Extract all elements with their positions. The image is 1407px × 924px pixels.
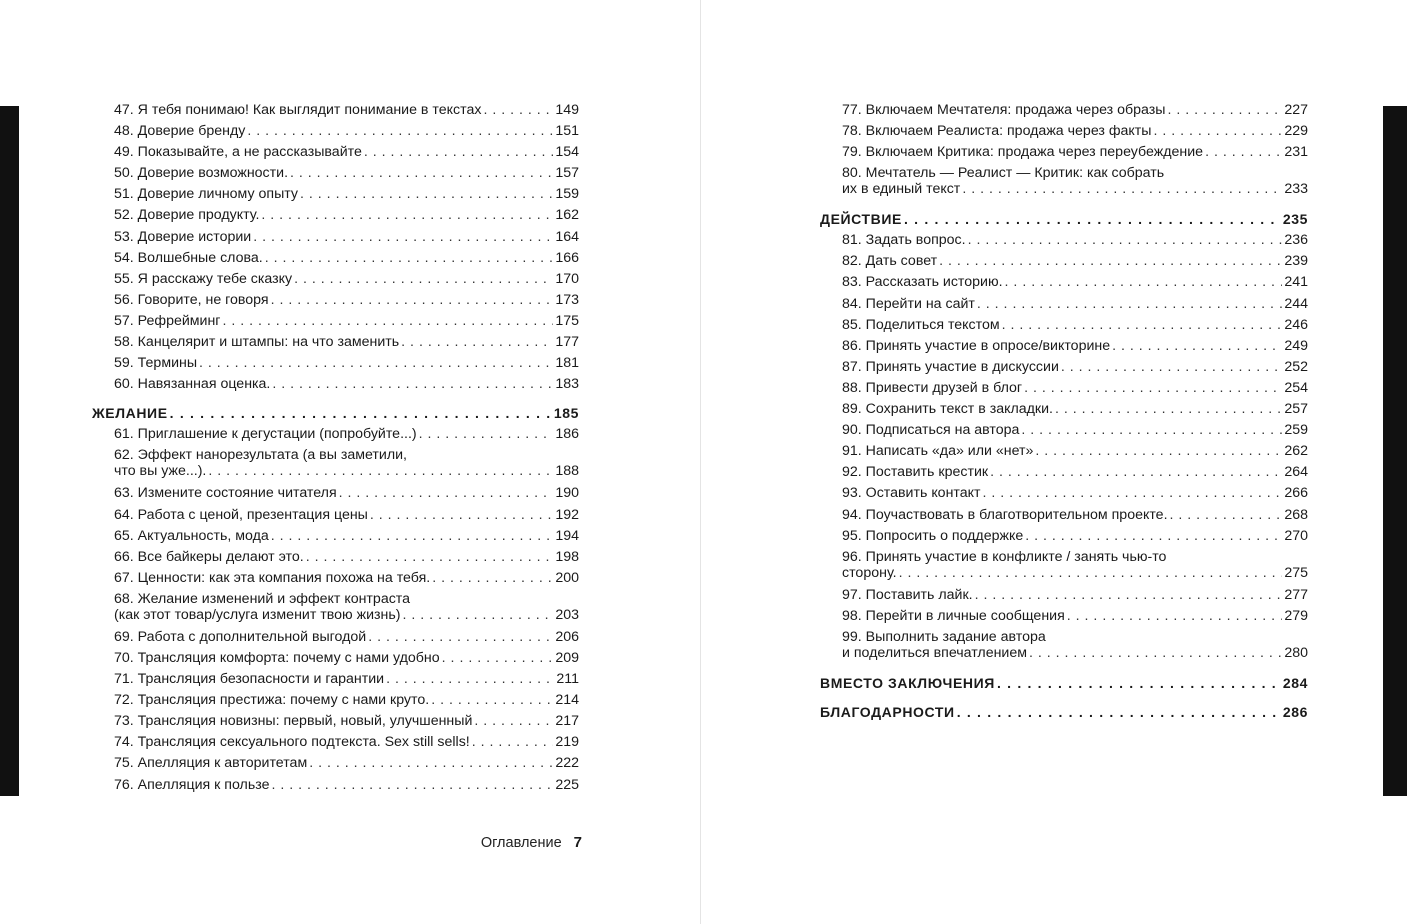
dot-leader [990, 462, 1282, 483]
toc-entry-row [114, 775, 579, 796]
toc-entry[interactable] [820, 142, 1308, 163]
toc-entry-row [842, 357, 1308, 378]
toc-entry[interactable] [820, 230, 1308, 251]
toc-page-number: 185 [553, 405, 579, 422]
toc-entry[interactable] [92, 627, 579, 648]
dot-leader [472, 732, 554, 753]
toc-list-right [820, 100, 1308, 723]
toc-entry-row [114, 753, 579, 774]
dot-leader [290, 163, 553, 184]
toc-page-number: 177 [555, 334, 579, 351]
toc-entry-row [114, 568, 579, 589]
toc-entry-row [114, 483, 579, 504]
toc-page-number: 203 [555, 606, 579, 623]
toc-entry-title: 61. Приглашение к дегустации (попробуйте...) [114, 426, 417, 443]
toc-page-number: 183 [555, 376, 579, 393]
toc-entry-title: 50. Доверие возможности. [114, 165, 289, 182]
toc-entry-row [842, 315, 1308, 336]
dot-leader [1005, 272, 1283, 293]
toc-entry-row [842, 585, 1308, 606]
page-footer [470, 834, 582, 851]
toc-entry[interactable] [92, 205, 579, 226]
toc-section-title: ВМЕСТО ЗАКЛЮЧЕНИЯ [820, 674, 995, 691]
toc-entry-row [842, 606, 1308, 627]
dot-leader [265, 248, 554, 269]
toc-page-number: 192 [555, 506, 579, 523]
toc-entry-row [820, 209, 1308, 230]
toc-entry-title: 78. Включаем Реалиста: продажа через факты [842, 123, 1152, 140]
toc-entry-row [114, 505, 579, 526]
dot-leader [1021, 420, 1282, 441]
toc-entry[interactable] [820, 336, 1308, 357]
toc-entry-row [114, 332, 579, 353]
dot-leader [1002, 315, 1283, 336]
toc-entry[interactable] [92, 483, 579, 504]
dot-leader [1035, 441, 1282, 462]
toc-page-number: 259 [1284, 422, 1308, 439]
toc-entry-title: 87. Принять участие в дискуссии [842, 358, 1059, 375]
toc-entry-title: 60. Навязанная оценка. [114, 376, 271, 393]
toc-entry[interactable] [820, 378, 1308, 399]
toc-entry-title: 72. Трансляция престижа: почему с нами круто. [114, 692, 430, 709]
toc-entry-row [114, 248, 579, 269]
toc-page-number: 236 [1284, 232, 1308, 249]
dot-leader [370, 505, 553, 526]
dot-leader [1205, 142, 1282, 163]
dot-leader [199, 353, 553, 374]
toc-list-left [92, 100, 579, 796]
toc-entry-title-line: 96. Принять участие в конфликте / занять чью-то [842, 548, 1167, 565]
toc-entry-row [842, 336, 1308, 357]
toc-entry[interactable] [92, 100, 579, 121]
dot-leader [962, 181, 1282, 198]
toc-entry-title: 92. Поставить крестик [842, 464, 989, 481]
toc-entry[interactable] [820, 505, 1308, 526]
dot-leader [364, 142, 553, 163]
toc-entry-title: 57. Рефрейминг [114, 312, 221, 329]
toc-entry-row [842, 251, 1308, 272]
toc-entry-title: 48. Доверие бренду [114, 123, 246, 140]
toc-entry-row [842, 272, 1308, 293]
toc-entry-row [114, 424, 579, 445]
toc-entry-row [842, 230, 1308, 251]
dot-leader [1112, 336, 1282, 357]
toc-entry[interactable] [92, 424, 579, 445]
toc-entry-row [114, 690, 579, 711]
toc-entry[interactable] [92, 648, 579, 669]
dot-leader [904, 209, 1281, 230]
toc-page-number: 188 [555, 463, 579, 480]
toc-entry-title: 85. Поделиться текстом [842, 316, 1000, 333]
toc-entry-row [114, 547, 579, 568]
toc-entry-title: 67. Ценности: как эта компания похожа на тебя. [114, 569, 431, 586]
toc-entry-row [842, 100, 1308, 121]
toc-entry-row [114, 163, 579, 184]
toc-page-number: 235 [1282, 211, 1308, 228]
toc-page-number: 270 [1284, 527, 1308, 544]
toc-entry[interactable] [820, 585, 1308, 606]
toc-page-number: 227 [1284, 102, 1308, 118]
toc-entry-title: 79. Включаем Критика: продажа через переубеждение [842, 144, 1204, 161]
dot-leader [247, 121, 553, 142]
toc-entry-title: 65. Актуальность, мода [114, 527, 269, 544]
dot-leader [170, 403, 552, 424]
toc-entry-title-line: 99. Выполнить задание автора [842, 628, 1046, 645]
toc-entry-title: 49. Показывайте, а не рассказывайте [114, 144, 362, 161]
dot-leader [432, 568, 553, 589]
toc-entry-row [842, 399, 1308, 420]
toc-entry-title: 86. Принять участие в опросе/викторине [842, 337, 1111, 354]
dot-leader [271, 290, 554, 311]
toc-entry-row [114, 269, 579, 290]
toc-page-number: 173 [555, 291, 579, 308]
toc-page-number: 264 [1284, 464, 1308, 481]
toc-entry-title: 66. Все байкеры делают это. [114, 548, 304, 565]
toc-page-number: 219 [555, 734, 579, 751]
dot-leader [1061, 357, 1282, 378]
toc-entry-row [842, 181, 1308, 201]
toc-section-title: ДЕЙСТВИЕ [820, 211, 902, 228]
toc-entry-title: 90. Подписаться на автора [842, 422, 1020, 439]
toc-entry[interactable] [820, 441, 1308, 462]
dot-leader [474, 711, 553, 732]
toc-entry[interactable] [92, 775, 579, 796]
toc-section-title: ЖЕЛАНИЕ [92, 405, 168, 422]
dot-leader [272, 374, 553, 395]
dot-leader [339, 483, 554, 504]
toc-entry-row [114, 142, 579, 163]
toc-entry[interactable] [92, 445, 579, 483]
toc-page-number: 266 [1284, 485, 1308, 502]
dot-leader [419, 424, 554, 445]
dot-leader [1167, 100, 1282, 121]
toc-entry-title: 73. Трансляция новизны: первый, новый, улучшенный [114, 713, 473, 730]
left-page [0, 0, 700, 924]
toc-entry[interactable] [92, 753, 579, 774]
toc-entry-title: сторону. [842, 564, 897, 581]
dot-leader [1170, 505, 1283, 526]
toc-entry-row [92, 403, 579, 424]
toc-page-number: 186 [555, 426, 579, 443]
toc-entry[interactable] [92, 711, 579, 732]
toc-page-number: 200 [555, 569, 579, 586]
toc-entry-row [820, 673, 1308, 694]
toc-entry-title: 93. Оставить контакт [842, 485, 981, 502]
toc-entry[interactable] [820, 163, 1308, 201]
toc-entry-title: 53. Доверие истории [114, 228, 252, 245]
dot-leader [975, 585, 1283, 606]
toc-entry[interactable] [820, 272, 1308, 293]
toc-entry-title: 81. Задать вопрос. [842, 232, 966, 249]
toc-entry-row [114, 607, 579, 627]
toc-entry[interactable] [92, 184, 579, 205]
toc-entry-title: 97. Поставить лайк. [842, 586, 973, 603]
dot-leader [222, 311, 553, 332]
dot-leader [261, 205, 553, 226]
toc-page-number: 262 [1284, 443, 1308, 460]
toc-entry[interactable] [92, 505, 579, 526]
toc-entry-row [114, 526, 579, 547]
toc-page-number: 170 [555, 270, 579, 287]
toc-entry[interactable] [820, 483, 1308, 504]
toc-entry-title: 64. Работа с ценой, презентация цены [114, 506, 368, 523]
dot-leader [1029, 645, 1282, 662]
toc-section[interactable] [92, 403, 579, 424]
toc-entry-title: 98. Перейти в личные сообщения [842, 607, 1065, 624]
toc-entry-title: 71. Трансляция безопасности и гарантии [114, 671, 385, 688]
toc-section-title: БЛАГОДАРНОСТИ [820, 703, 955, 720]
dot-leader [306, 547, 554, 568]
toc-entry[interactable] [92, 374, 579, 395]
toc-page-number: 166 [555, 249, 579, 266]
toc-page-number: 211 [556, 671, 579, 688]
toc-entry-title: 89. Сохранить текст в закладки. [842, 401, 1053, 418]
dot-leader [368, 627, 553, 648]
toc-entry-row [114, 353, 579, 374]
toc-entry[interactable] [92, 311, 579, 332]
toc-entry-row [820, 702, 1308, 723]
toc-page-number: 181 [555, 355, 579, 372]
toc-entry-row [842, 645, 1308, 665]
toc-entry-row [842, 565, 1308, 585]
toc-page-number: 275 [1284, 564, 1308, 581]
toc-entry-row [842, 441, 1308, 462]
toc-entry-title: 82. Дать совет [842, 253, 938, 270]
toc-page-number: 268 [1284, 506, 1308, 523]
toc-page-number: 254 [1284, 379, 1308, 396]
toc-entry[interactable] [92, 353, 579, 374]
toc-page-number: 249 [1284, 337, 1308, 354]
dot-leader [300, 184, 553, 205]
dot-leader [271, 526, 554, 547]
toc-page-number: 198 [555, 548, 579, 565]
toc-entry-row [842, 505, 1308, 526]
toc-entry-title: 74. Трансляция сексуального подтекста. Sex still sells! [114, 734, 470, 751]
toc-entry-row [842, 462, 1308, 483]
toc-entry-title: 47. Я тебя понимаю! Как выглядит понимание в текстах [114, 102, 482, 118]
toc-page-number: 164 [555, 228, 579, 245]
toc-entry[interactable] [92, 732, 579, 753]
toc-page-number: 244 [1284, 295, 1308, 312]
dot-leader [403, 607, 554, 624]
dot-leader [1024, 378, 1282, 399]
toc-entry-row [842, 378, 1308, 399]
toc-page-number: 246 [1284, 316, 1308, 333]
dot-leader [431, 690, 553, 711]
right-edge-bar [1383, 106, 1407, 796]
toc-entry-row [842, 294, 1308, 315]
toc-entry-title: 55. Я расскажу тебе сказку [114, 270, 293, 287]
toc-entry-title: 94. Поучаствовать в благотворительном проекте. [842, 506, 1168, 523]
toc-entry-row [114, 311, 579, 332]
toc-page-number: 151 [555, 123, 579, 140]
dot-leader [968, 230, 1283, 251]
dot-leader [271, 775, 553, 796]
toc-entry[interactable] [820, 100, 1308, 121]
toc-entry[interactable] [92, 669, 579, 690]
dot-leader [977, 294, 1282, 315]
toc-entry-title: 83. Рассказать историю. [842, 274, 1003, 291]
toc-entry-row [114, 669, 579, 690]
toc-entry[interactable] [92, 568, 579, 589]
toc-page-number: 241 [1284, 274, 1308, 291]
footer-label: Оглавление [480, 835, 562, 851]
toc-entry[interactable] [92, 142, 579, 163]
toc-entry-row [842, 483, 1308, 504]
toc-entry-row [842, 121, 1308, 142]
toc-entry-row [114, 732, 579, 753]
toc-entry-title: 88. Привести друзей в блог [842, 379, 1023, 396]
toc-entry[interactable] [92, 589, 579, 627]
toc-entry-title-line: 68. Желание изменений и эффект контраста [114, 590, 411, 607]
dot-leader [899, 565, 1283, 582]
toc-entry[interactable] [92, 547, 579, 568]
toc-page-number: 257 [1284, 401, 1308, 418]
right-page [701, 0, 1407, 924]
toc-entry[interactable] [820, 121, 1308, 142]
toc-entry[interactable] [820, 357, 1308, 378]
toc-entry[interactable] [820, 627, 1308, 665]
dot-leader [1025, 526, 1282, 547]
toc-entry[interactable] [820, 462, 1308, 483]
toc-entry-row [114, 205, 579, 226]
toc-entry-title: 59. Термины [114, 355, 198, 372]
toc-entry-title: 63. Измените состояние читателя [114, 485, 337, 502]
toc-entry-title: 75. Апелляция к авторитетам [114, 755, 308, 772]
toc-entry[interactable] [92, 690, 579, 711]
toc-entry-row [114, 227, 579, 248]
toc-entry[interactable] [820, 420, 1308, 441]
toc-entry-title-line: 80. Мечтатель — Реалист — Критик: как собрать [842, 165, 1165, 182]
toc-entry-title: (как этот товар/услуга изменит твою жизнь) [114, 606, 401, 623]
toc-entry-title: 84. Перейти на сайт [842, 295, 975, 312]
toc-page-number: 252 [1284, 358, 1308, 375]
toc-entry[interactable] [92, 121, 579, 142]
toc-entry-title: 52. Доверие продукту. [114, 207, 260, 224]
toc-entry[interactable] [820, 547, 1308, 585]
toc-entry-title-line: 62. Эффект нанорезультата (а вы заметили, [114, 447, 407, 464]
toc-page-number: 209 [555, 649, 579, 666]
toc-entry-title: 76. Апелляция к пользе [114, 776, 270, 793]
toc-entry[interactable] [92, 332, 579, 353]
toc-page-number: 280 [1284, 644, 1308, 661]
dot-leader [1153, 121, 1282, 142]
toc-page-number: 231 [1284, 144, 1308, 161]
left-edge-bar [0, 106, 19, 796]
toc-section[interactable] [820, 673, 1308, 694]
toc-entry-row [842, 526, 1308, 547]
toc-entry[interactable] [820, 526, 1308, 547]
toc-entry-row [114, 121, 579, 142]
toc-page-number: 284 [1282, 674, 1308, 691]
toc-entry[interactable] [820, 606, 1308, 627]
toc-entry-title: 77. Включаем Мечтателя: продажа через образы [842, 102, 1166, 118]
dot-leader [1055, 399, 1282, 420]
toc-entry-title: 51. Доверие личному опыту [114, 186, 299, 203]
toc-entry[interactable] [820, 399, 1308, 420]
toc-page-number: 175 [555, 312, 579, 329]
toc-page-number: 149 [555, 102, 579, 118]
toc-page-number: 159 [555, 186, 579, 203]
dot-leader [997, 673, 1281, 694]
toc-entry-title: 58. Канцелярит и штампы: на что заменить [114, 334, 400, 351]
toc-page-number: 154 [555, 144, 579, 161]
toc-entry[interactable] [820, 294, 1308, 315]
dot-leader [983, 483, 1283, 504]
toc-entry[interactable] [92, 526, 579, 547]
toc-page-number: 157 [555, 165, 579, 182]
toc-page-number: 217 [555, 713, 579, 730]
toc-entry-title: 56. Говорите, не говоря [114, 291, 269, 308]
toc-page-number: 225 [555, 776, 579, 793]
toc-entry-title: 91. Написать «да» или «нет» [842, 443, 1034, 460]
toc-entry-row [114, 627, 579, 648]
toc-entry[interactable] [92, 248, 579, 269]
dot-leader [483, 100, 553, 121]
toc-page-number: 229 [1284, 123, 1308, 140]
dot-leader [294, 269, 553, 290]
toc-entry-row [114, 463, 579, 483]
toc-entry-title: 69. Работа с дополнительной выгодой [114, 628, 367, 645]
toc-entry-title: 95. Попросить о поддержке [842, 527, 1024, 544]
toc-entry-row [114, 711, 579, 732]
dot-leader [401, 332, 553, 353]
toc-entry[interactable] [92, 227, 579, 248]
toc-page-number: 162 [555, 207, 579, 224]
toc-entry-title: и поделиться впечатлением [842, 644, 1028, 661]
toc-entry[interactable] [92, 163, 579, 184]
toc-section[interactable] [820, 702, 1308, 723]
toc-page-number: 233 [1284, 181, 1308, 198]
toc-entry-title: 54. Волшебные слова. [114, 249, 263, 266]
dot-leader [957, 702, 1281, 723]
toc-page-number: 222 [555, 755, 579, 772]
dot-leader [1067, 606, 1283, 627]
dot-leader [253, 227, 553, 248]
toc-entry-title: их в единый текст [842, 181, 961, 198]
toc-page-number: 239 [1284, 253, 1308, 270]
dot-leader [442, 648, 554, 669]
toc-page-number: 214 [555, 692, 579, 709]
toc-entry[interactable] [820, 251, 1308, 272]
footer-page-number: 7 [573, 834, 582, 851]
toc-entry-row [114, 100, 579, 121]
toc-entry-title: что вы уже...). [114, 463, 207, 480]
toc-page-number: 194 [555, 527, 579, 544]
dot-leader [208, 463, 553, 480]
toc-entry-row [114, 648, 579, 669]
dot-leader [309, 753, 553, 774]
dot-leader [386, 669, 554, 690]
toc-page-number: 190 [555, 485, 579, 502]
toc-entry[interactable] [92, 290, 579, 311]
toc-entry-row [114, 184, 579, 205]
toc-section[interactable] [820, 209, 1308, 230]
toc-entry[interactable] [92, 269, 579, 290]
toc-entry-row [842, 420, 1308, 441]
dot-leader [939, 251, 1282, 272]
toc-entry-row [842, 142, 1308, 163]
toc-page-number: 286 [1282, 703, 1308, 720]
toc-entry-row [114, 374, 579, 395]
toc-entry-title: 70. Трансляция комфорта: почему с нами удобно [114, 649, 440, 666]
toc-page-number: 206 [555, 628, 579, 645]
toc-entry-row [114, 290, 579, 311]
toc-page-number: 277 [1284, 586, 1308, 603]
toc-page-number: 279 [1284, 607, 1308, 624]
toc-entry[interactable] [820, 315, 1308, 336]
